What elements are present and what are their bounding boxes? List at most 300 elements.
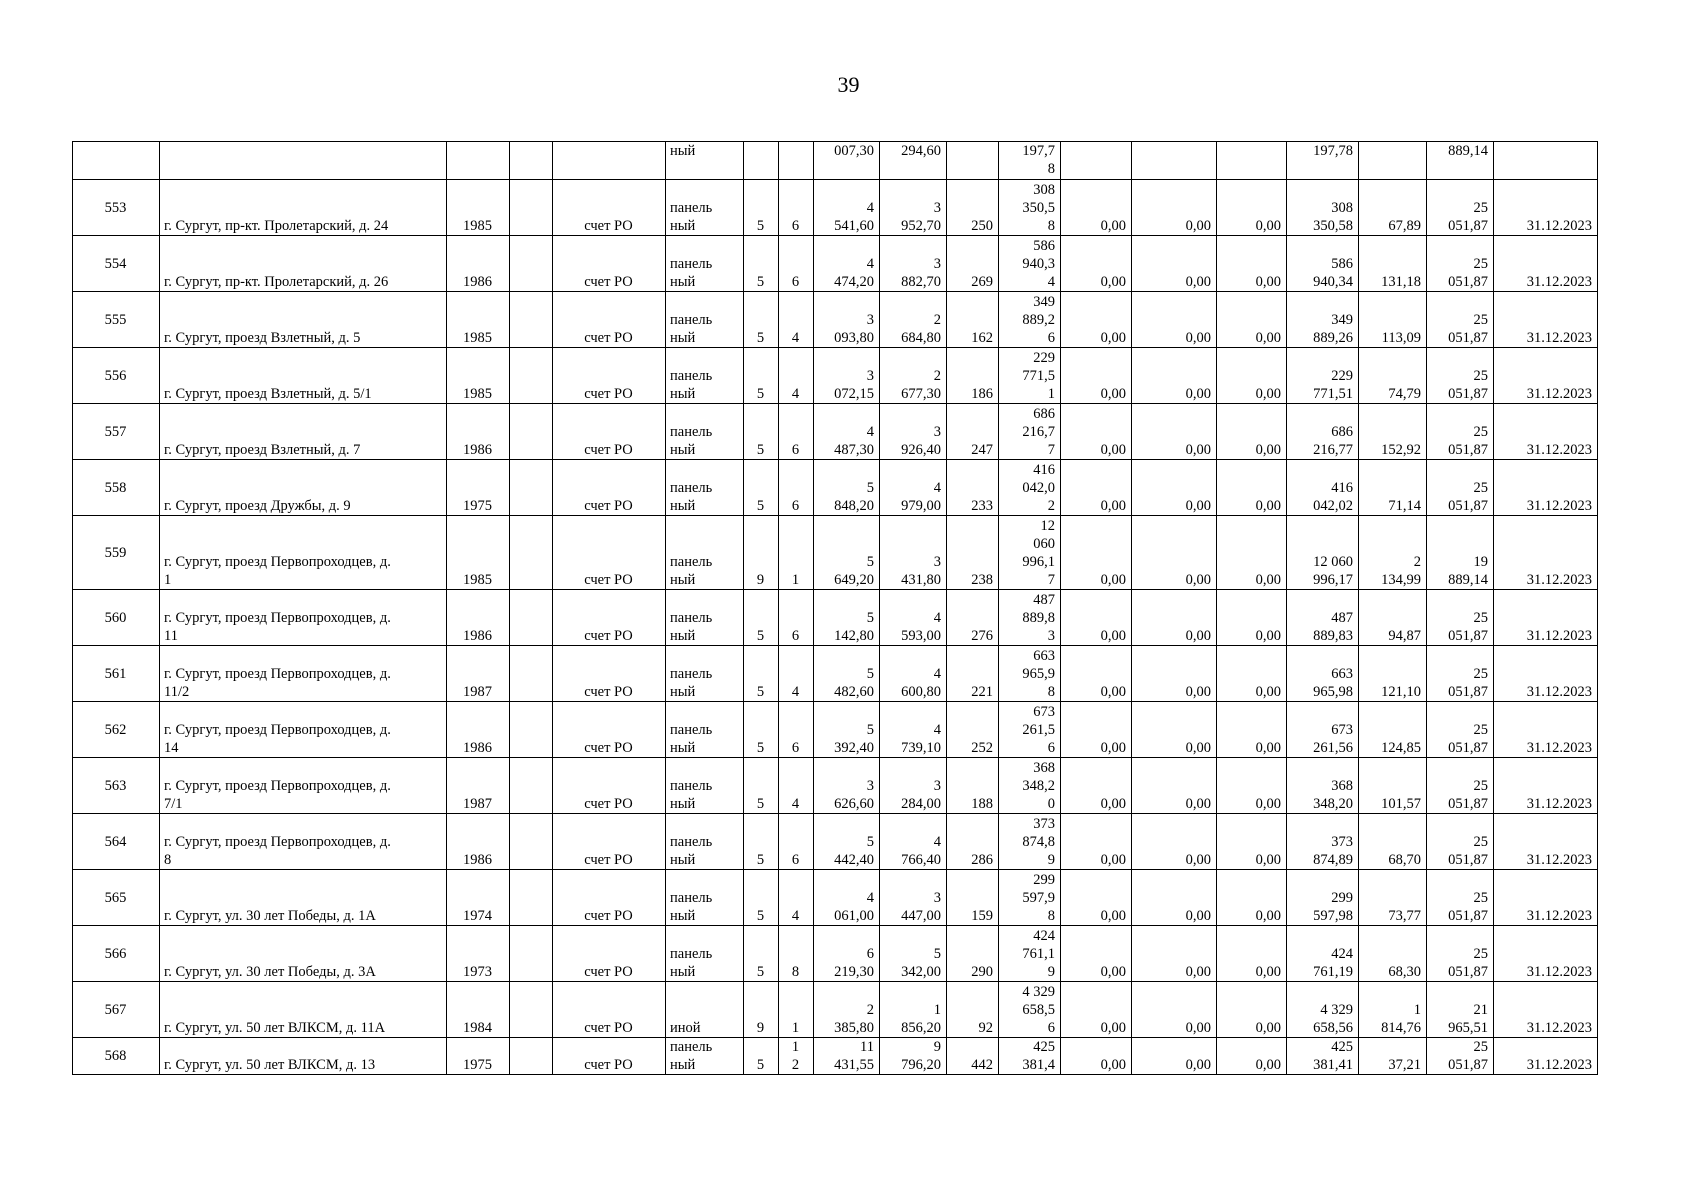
cell-s2: 0,00 [1132, 982, 1217, 1038]
cell-cost-total: 686 216,7 7 [999, 404, 1061, 460]
cell-limit: 25 051,87 [1427, 460, 1494, 516]
cell-year: 1973 [447, 926, 510, 982]
continuation-row [73, 142, 1598, 180]
cell-s3: 0,00 [1217, 814, 1287, 870]
cell-num: 561 [73, 646, 160, 702]
cell-cost-total: 229 771,5 1 [999, 348, 1061, 404]
cell-material: панель ный [666, 236, 744, 292]
cell-s2: 0,00 [1132, 292, 1217, 348]
cell-floors: 5 [744, 926, 779, 982]
cell-empty [510, 870, 553, 926]
cell-s2: 0,00 [1132, 348, 1217, 404]
cell-per-m2: 71,14 [1359, 460, 1427, 516]
cell-num: 560 [73, 590, 160, 646]
cell-empty [510, 926, 553, 982]
cell-empty [510, 1038, 553, 1075]
cell-limit: 889,14 [1427, 142, 1494, 180]
cell-per-m2: 74,79 [1359, 348, 1427, 404]
cell-num: 557 [73, 404, 160, 460]
cell-address: г. Сургут, проезд Первопроходцев, д. 14 [160, 702, 447, 758]
cell-floors: 9 [744, 982, 779, 1038]
cell-fund-total: 673 261,56 [1287, 702, 1359, 758]
cell-cost-total: 586 940,3 4 [999, 236, 1061, 292]
table-row [73, 814, 1598, 870]
cell-empty [510, 236, 553, 292]
cell-fund: счет РО [553, 870, 666, 926]
table-row [73, 758, 1598, 814]
cell-num: 568 [73, 1038, 160, 1075]
cell-s1: 0,00 [1061, 982, 1132, 1038]
cell-per-m2: 131,18 [1359, 236, 1427, 292]
cell-s2: 0,00 [1132, 702, 1217, 758]
cell-residents: 250 [947, 180, 999, 236]
cell-address: г. Сургут, ул. 50 лет ВЛКСМ, д. 11А [160, 982, 447, 1038]
cell-address: г. Сургут, проезд Взлетный, д. 5/1 [160, 348, 447, 404]
cell-s1: 0,00 [1061, 814, 1132, 870]
cell-date: 31.12.2023 [1494, 180, 1598, 236]
cell-date: 31.12.2023 [1494, 236, 1598, 292]
cell-s1: 0,00 [1061, 460, 1132, 516]
cell-entrances: 4 [779, 348, 814, 404]
cell-fund-total: 425 381,41 [1287, 1038, 1359, 1075]
cell-s1: 0,00 [1061, 348, 1132, 404]
cell-area-total: 007,30 [814, 142, 880, 180]
cell-cost-total: 416 042,0 2 [999, 460, 1061, 516]
cell-residents: 269 [947, 236, 999, 292]
cell-limit: 25 051,87 [1427, 236, 1494, 292]
cell-material: иной [666, 982, 744, 1038]
cell-area-living: 5 342,00 [880, 926, 947, 982]
cell-s1: 0,00 [1061, 404, 1132, 460]
cell-date: 31.12.2023 [1494, 982, 1598, 1038]
cell-material: панель ный [666, 404, 744, 460]
cell-year: 1975 [447, 1038, 510, 1075]
cell-area-total: 4 474,20 [814, 236, 880, 292]
cell-residents: 286 [947, 814, 999, 870]
cell-area-living: 1 856,20 [880, 982, 947, 1038]
cell-cost-total: 425 381,4 [999, 1038, 1061, 1075]
cell-entrances: 6 [779, 404, 814, 460]
cell-s3: 0,00 [1217, 404, 1287, 460]
cell-s1: 0,00 [1061, 236, 1132, 292]
cell-empty [510, 292, 553, 348]
cell-cost-total: 424 761,1 9 [999, 926, 1061, 982]
cell-fund: счет РО [553, 814, 666, 870]
cell-date: 31.12.2023 [1494, 516, 1598, 590]
cell-residents: 238 [947, 516, 999, 590]
cell-residents: 92 [947, 982, 999, 1038]
cell-s2: 0,00 [1132, 1038, 1217, 1075]
cell-year: 1985 [447, 516, 510, 590]
cell-area-total: 4 541,60 [814, 180, 880, 236]
cell-date: 31.12.2023 [1494, 404, 1598, 460]
cell-area-living: 3 284,00 [880, 758, 947, 814]
cell-fund: счет РО [553, 292, 666, 348]
cell-per-m2: 1 814,76 [1359, 982, 1427, 1038]
cell-year: 1986 [447, 236, 510, 292]
cell-area-living: 3 926,40 [880, 404, 947, 460]
cell-area-total: 4 061,00 [814, 870, 880, 926]
cell-residents: 188 [947, 758, 999, 814]
cell-num: 562 [73, 702, 160, 758]
cell-residents: 186 [947, 348, 999, 404]
cell-per-m2: 68,70 [1359, 814, 1427, 870]
cell-s3: 0,00 [1217, 758, 1287, 814]
cell-s1: 0,00 [1061, 646, 1132, 702]
cell-residents: 159 [947, 870, 999, 926]
cell-s3: 0,00 [1217, 590, 1287, 646]
cell-date: 31.12.2023 [1494, 926, 1598, 982]
cell-address: г. Сургут, проезд Взлетный, д. 7 [160, 404, 447, 460]
cell-year: 1987 [447, 758, 510, 814]
cell-address: г. Сургут, проезд Первопроходцев, д. 11 [160, 590, 447, 646]
cell-floors: 5 [744, 702, 779, 758]
cell-floors: 5 [744, 292, 779, 348]
cell-fund-total: 4 329 658,56 [1287, 982, 1359, 1038]
cell-date: 31.12.2023 [1494, 460, 1598, 516]
cell-entrances: 6 [779, 180, 814, 236]
cell-s2: 0,00 [1132, 404, 1217, 460]
cell-limit: 25 051,87 [1427, 292, 1494, 348]
cell-material: панель ный [666, 292, 744, 348]
cell-cost-total: 373 874,8 9 [999, 814, 1061, 870]
cell-material: панель ный [666, 348, 744, 404]
cell-area-living: 4 600,80 [880, 646, 947, 702]
cell-entrances: 4 [779, 758, 814, 814]
cell-empty [510, 758, 553, 814]
cell-area-living: 4 593,00 [880, 590, 947, 646]
cell-material: панель ный [666, 926, 744, 982]
cell-limit: 25 051,87 [1427, 180, 1494, 236]
cell-area-living: 4 766,40 [880, 814, 947, 870]
cell-address: г. Сургут, ул. 50 лет ВЛКСМ, д. 13 [160, 1038, 447, 1075]
table-row [73, 590, 1598, 646]
page-number: 39 [837, 72, 860, 97]
cell-s2: 0,00 [1132, 516, 1217, 590]
cell-fund: счет РО [553, 646, 666, 702]
cell-fund: счет РО [553, 348, 666, 404]
cell-s1: 0,00 [1061, 702, 1132, 758]
cell-address: г. Сургут, проезд Дружбы, д. 9 [160, 460, 447, 516]
cell-per-m2: 37,21 [1359, 1038, 1427, 1075]
cell-area-total: 3 093,80 [814, 292, 880, 348]
table-row [73, 180, 1598, 236]
cell-limit: 25 051,87 [1427, 590, 1494, 646]
cell-s2: 0,00 [1132, 870, 1217, 926]
cell-num: 555 [73, 292, 160, 348]
cell-date: 31.12.2023 [1494, 758, 1598, 814]
cell-cost-total: 349 889,2 6 [999, 292, 1061, 348]
cell-s3: 0,00 [1217, 236, 1287, 292]
cell-cost-total: 673 261,5 6 [999, 702, 1061, 758]
cell-residents: 442 [947, 1038, 999, 1075]
cell-s1: 0,00 [1061, 590, 1132, 646]
cell-limit: 25 051,87 [1427, 1038, 1494, 1075]
table-row [73, 982, 1598, 1038]
cell-num: 558 [73, 460, 160, 516]
cell-area-living: 2 677,30 [880, 348, 947, 404]
cell-year: 1974 [447, 870, 510, 926]
cell-address: г. Сургут, проезд Первопроходцев, д. 11/2 [160, 646, 447, 702]
cell-empty [510, 404, 553, 460]
cell-area-total: 3 626,60 [814, 758, 880, 814]
cell-address: г. Сургут, проезд Первопроходцев, д. 1 [160, 516, 447, 590]
table-row [73, 646, 1598, 702]
cell-residents: 221 [947, 646, 999, 702]
cell-fund-total: 12 060 996,17 [1287, 516, 1359, 590]
cell-fund-total: 299 597,98 [1287, 870, 1359, 926]
cell-floors: 5 [744, 460, 779, 516]
cell-fund-total: 663 965,98 [1287, 646, 1359, 702]
cell-s3: 0,00 [1217, 1038, 1287, 1075]
cell-area-total: 4 487,30 [814, 404, 880, 460]
cell-floors: 9 [744, 516, 779, 590]
cell-residents: 247 [947, 404, 999, 460]
cell-s3: 0,00 [1217, 702, 1287, 758]
cell-year: 1986 [447, 590, 510, 646]
cell-fund: счет РО [553, 516, 666, 590]
cell-entrances: 4 [779, 870, 814, 926]
cell-year: 1985 [447, 292, 510, 348]
cell-empty [510, 348, 553, 404]
cell-limit: 25 051,87 [1427, 404, 1494, 460]
cell-s2: 0,00 [1132, 460, 1217, 516]
cell-area-living: 9 796,20 [880, 1038, 947, 1075]
cell-fund: счет РО [553, 1038, 666, 1075]
cell-fund: счет РО [553, 926, 666, 982]
table-row [73, 292, 1598, 348]
cell-num: 563 [73, 758, 160, 814]
cell-fund-total: 487 889,83 [1287, 590, 1359, 646]
cell-empty [510, 590, 553, 646]
cell-entrances: 6 [779, 236, 814, 292]
cell-limit: 25 051,87 [1427, 348, 1494, 404]
cell-num: 567 [73, 982, 160, 1038]
cell-fund: счет РО [553, 702, 666, 758]
cell-material: ный [666, 142, 744, 180]
cell-s1: 0,00 [1061, 292, 1132, 348]
cell-num: 566 [73, 926, 160, 982]
cell-address: г. Сургут, пр-кт. Пролетарский, д. 26 [160, 236, 447, 292]
cell-fund-total: 586 940,34 [1287, 236, 1359, 292]
cell-limit: 25 051,87 [1427, 702, 1494, 758]
cell-area-total: 5 482,60 [814, 646, 880, 702]
cell-address: г. Сургут, проезд Первопроходцев, д. 7/1 [160, 758, 447, 814]
cell-entrances: 6 [779, 702, 814, 758]
cell-fund-total: 416 042,02 [1287, 460, 1359, 516]
cell-per-m2: 101,57 [1359, 758, 1427, 814]
cell-area-total: 5 848,20 [814, 460, 880, 516]
cell-year: 1984 [447, 982, 510, 1038]
table-row [73, 460, 1598, 516]
cell-s3: 0,00 [1217, 870, 1287, 926]
cell-material: панель ный [666, 180, 744, 236]
cell-material: панель ный [666, 460, 744, 516]
cell-empty [510, 646, 553, 702]
cell-s1: 0,00 [1061, 180, 1132, 236]
cell-material: панель ный [666, 814, 744, 870]
cell-residents: 252 [947, 702, 999, 758]
cell-address: г. Сургут, ул. 30 лет Победы, д. 1А [160, 870, 447, 926]
cell-s2: 0,00 [1132, 180, 1217, 236]
cell-area-total: 5 649,20 [814, 516, 880, 590]
cell-area-total: 5 392,40 [814, 702, 880, 758]
cell-per-m2: 2 134,99 [1359, 516, 1427, 590]
cell-s1: 0,00 [1061, 758, 1132, 814]
cell-s1: 0,00 [1061, 870, 1132, 926]
cell-year: 1985 [447, 348, 510, 404]
cell-floors: 5 [744, 646, 779, 702]
table-row [73, 870, 1598, 926]
cell-num: 553 [73, 180, 160, 236]
cell-cost-total: 12 060 996,1 7 [999, 516, 1061, 590]
table-row [73, 516, 1598, 590]
cell-residents: 276 [947, 590, 999, 646]
cell-per-m2: 124,85 [1359, 702, 1427, 758]
cell-empty [510, 982, 553, 1038]
cell-date: 31.12.2023 [1494, 646, 1598, 702]
cell-year: 1987 [447, 646, 510, 702]
cell-num: 565 [73, 870, 160, 926]
cell-per-m2: 73,77 [1359, 870, 1427, 926]
cell-per-m2: 68,30 [1359, 926, 1427, 982]
cell-num: 559 [73, 516, 160, 590]
cell-address: г. Сургут, ул. 30 лет Победы, д. 3А [160, 926, 447, 982]
cell-limit: 19 889,14 [1427, 516, 1494, 590]
cell-fund-total: 686 216,77 [1287, 404, 1359, 460]
cell-residents: 233 [947, 460, 999, 516]
cell-area-living: 4 739,10 [880, 702, 947, 758]
cell-year: 1986 [447, 814, 510, 870]
cell-address: г. Сургут, пр-кт. Пролетарский, д. 24 [160, 180, 447, 236]
cell-area-total: 3 072,15 [814, 348, 880, 404]
cell-year: 1986 [447, 404, 510, 460]
cell-address: г. Сургут, проезд Взлетный, д. 5 [160, 292, 447, 348]
cell-limit: 25 051,87 [1427, 814, 1494, 870]
cell-cost-total: 4 329 658,5 6 [999, 982, 1061, 1038]
cell-s2: 0,00 [1132, 590, 1217, 646]
cell-area-living: 294,60 [880, 142, 947, 180]
cell-s3: 0,00 [1217, 982, 1287, 1038]
cell-year: 1986 [447, 702, 510, 758]
cell-per-m2: 121,10 [1359, 646, 1427, 702]
cell-date: 31.12.2023 [1494, 590, 1598, 646]
cell-date: 31.12.2023 [1494, 814, 1598, 870]
cell-cost-total: 197,7 8 [999, 142, 1061, 180]
cell-limit: 25 051,87 [1427, 870, 1494, 926]
cell-s2: 0,00 [1132, 646, 1217, 702]
cell-s3: 0,00 [1217, 348, 1287, 404]
cell-fund: счет РО [553, 236, 666, 292]
cell-entrances: 1 [779, 982, 814, 1038]
cell-empty [510, 516, 553, 590]
cell-limit: 21 965,51 [1427, 982, 1494, 1038]
cell-date: 31.12.2023 [1494, 702, 1598, 758]
cell-material: панель ный [666, 516, 744, 590]
table-row [73, 1038, 1598, 1075]
table-row [73, 702, 1598, 758]
cell-residents: 162 [947, 292, 999, 348]
cell-s1: 0,00 [1061, 516, 1132, 590]
cell-area-total: 6 219,30 [814, 926, 880, 982]
table-row [73, 348, 1598, 404]
cell-area-total: 5 142,80 [814, 590, 880, 646]
table-row [73, 236, 1598, 292]
cell-s1: 0,00 [1061, 926, 1132, 982]
cell-fund-total: 308 350,58 [1287, 180, 1359, 236]
cell-material: панель ный [666, 1038, 744, 1075]
cell-date: 31.12.2023 [1494, 292, 1598, 348]
table-row [73, 404, 1598, 460]
cell-date: 31.12.2023 [1494, 870, 1598, 926]
cell-area-total: 11 431,55 [814, 1038, 880, 1075]
cell-empty [510, 180, 553, 236]
cell-floors: 5 [744, 348, 779, 404]
table-row [73, 926, 1598, 982]
cell-num: 554 [73, 236, 160, 292]
cell-s2: 0,00 [1132, 236, 1217, 292]
cell-num: 564 [73, 814, 160, 870]
cell-cost-total: 663 965,9 8 [999, 646, 1061, 702]
cell-empty [510, 814, 553, 870]
cell-area-living: 4 979,00 [880, 460, 947, 516]
cell-floors: 5 [744, 590, 779, 646]
cell-cost-total: 487 889,8 3 [999, 590, 1061, 646]
cell-s3: 0,00 [1217, 292, 1287, 348]
cell-per-m2: 113,09 [1359, 292, 1427, 348]
cell-floors: 5 [744, 814, 779, 870]
cell-entrances: 1 [779, 516, 814, 590]
cell-year: 1985 [447, 180, 510, 236]
cell-s3: 0,00 [1217, 516, 1287, 590]
housing-register-table [72, 141, 1598, 1075]
cell-s3: 0,00 [1217, 460, 1287, 516]
cell-entrances: 4 [779, 646, 814, 702]
cell-residents: 290 [947, 926, 999, 982]
cell-date: 31.12.2023 [1494, 348, 1598, 404]
cell-empty [510, 460, 553, 516]
cell-material: панель ный [666, 870, 744, 926]
cell-fund: счет РО [553, 982, 666, 1038]
cell-floors: 5 [744, 758, 779, 814]
cell-fund-total: 373 874,89 [1287, 814, 1359, 870]
cell-num: 556 [73, 348, 160, 404]
cell-s3: 0,00 [1217, 180, 1287, 236]
cell-material: панель ный [666, 702, 744, 758]
cell-s3: 0,00 [1217, 646, 1287, 702]
cell-fund-total: 424 761,19 [1287, 926, 1359, 982]
cell-fund-total: 229 771,51 [1287, 348, 1359, 404]
cell-limit: 25 051,87 [1427, 646, 1494, 702]
cell-fund: счет РО [553, 180, 666, 236]
cell-floors: 5 [744, 180, 779, 236]
cell-fund: счет РО [553, 404, 666, 460]
cell-floors: 5 [744, 404, 779, 460]
cell-per-m2: 152,92 [1359, 404, 1427, 460]
cell-material: панель ный [666, 758, 744, 814]
cell-cost-total: 308 350,5 8 [999, 180, 1061, 236]
cell-address: г. Сургут, проезд Первопроходцев, д. 8 [160, 814, 447, 870]
cell-fund: счет РО [553, 460, 666, 516]
cell-year: 1975 [447, 460, 510, 516]
cell-fund: счет РО [553, 758, 666, 814]
cell-floors: 5 [744, 1038, 779, 1075]
cell-area-living: 3 952,70 [880, 180, 947, 236]
cell-area-living: 3 447,00 [880, 870, 947, 926]
cell-area-living: 3 431,80 [880, 516, 947, 590]
cell-material: панель ный [666, 590, 744, 646]
cell-area-total: 5 442,40 [814, 814, 880, 870]
